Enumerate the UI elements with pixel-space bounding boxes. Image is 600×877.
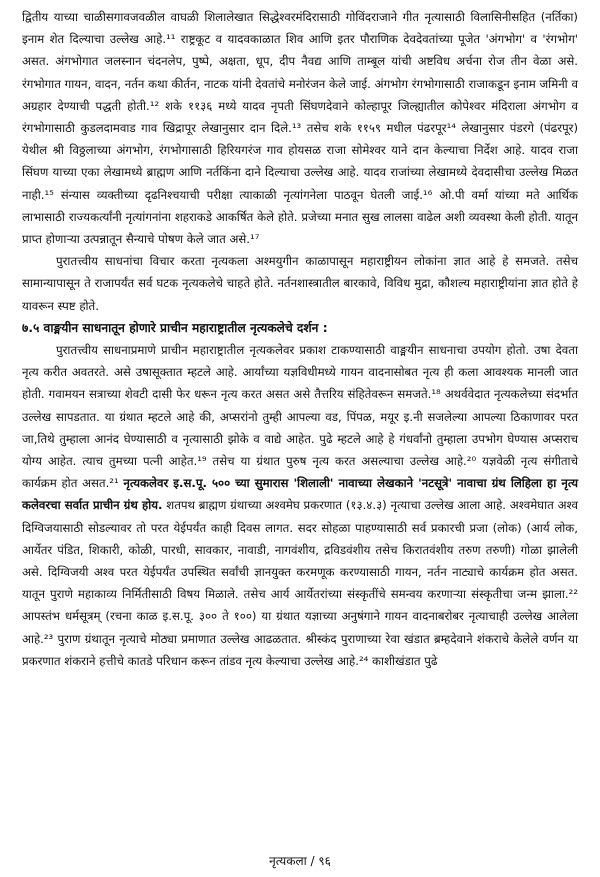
section-heading: ७.५ वाङ्मयीन साधनातून होणारे प्राचीन महाराष्ट्रातील नृत्यकलेचे दर्शन : — [22, 320, 328, 335]
paragraph-2: पुरातत्त्वीय साधनांचा विचार करता नृत्यकला अश्मयुगीन काळापासून महाराष्ट्रीयन लोकांना ज्ञात आहे हे समजते. तसेच सामान्यापासून ते राजापर्यंत सर्व घटक नृत्यकलेचे चाहते होते. नर्तनशास्त्रातील बारकावे, विविध मुद्रा, कौशल्य महाराष्ट्रीयांना ज्ञात होते हे यावरून स्पष्ट होते. — [22, 254, 578, 313]
paragraph-3-bold-text: नृत्यकलेवर इ.स.पू. ५०० च्या सुमारास 'शिलाली' नावाच्या लेखकाने 'नटसूत्रे' नावाचा ग्रंथ लिहिला हा नृत्य कलेवरचा सर्वात प्राचीन ग्रंथ होय. — [22, 476, 578, 513]
paragraph-3 — [22, 339, 578, 672]
paragraph-3-text-b: शतपथ ब्राह्मण ग्रंथाच्या अश्वमेघ प्रकरणात (१३.४.३) नृत्याचा उल्लेख आला आहे. अश्वमेघात अश्व दिग्विजयासाठी सोडल्यावर तो परत येईपर्यंत काही दिवस लागत. सदर सोहळा पाहण्यासाठी सर्व प्रकारची प्रजा (लोक) (आर्य लोक, आर्येतर पंडित, शिकारी, कोळी, पारधी, सावकार, नावाडी, नागवंशीय, द्रविडवंशीय तसेच किरातवंशीय तरुण तरुणी) गोळा झालेली असे. दिग्विजयी अश्व परत येईपर्यंत उपस्थित सर्वांची ज्ञानयुक्त करमणूक करण्यासाठी गायन, नर्तन नाट्याचे कार्यक्रम होत असत. यातून पुराणे महाकाव्य निर्मितीसाठी विषय मिळाले. तसेच आर्य आर्येतरांच्या संस्कृतींचे समन्वय करणाऱ्या संस्कृतीचा जन्म झाला.²² आपस्तंभ धर्मसूत्रम् (रचना काळ इ.स.पू. ३०० ते १००) या ग्रंथात यज्ञाच्या अनुषंगाने गायन वादनाबरोबर नृत्याचाही उल्लेख आलेला आहे.²³ पुराण ग्रंथातून नृत्याचे मोठ्या प्रमाणात उल्लेख आढळतात. श्रीस्कंद पुराणाच्या रेवा खंडात ब्रम्हदेवाने शंकराचे केलेले वर्णन या प्रकरणात शंकराने हत्तीचे कातडे परिधान करून तांडव नृत्य केल्याचा उल्लेख आहे.²⁴ काशीखंडात पुढे — [22, 498, 578, 668]
paragraph-3-text-a: पुरातत्त्वीय साधनाप्रमाणे प्राचीन महाराष्ट्रातील नृत्यकलेवर प्रकाश टाकण्यासाठी वाङ्मयीन साधनाचा उपयोग होतो. उषा देवता नृत्य करीत अवतरते. असे उषासूक्तात म्हटले आहे. आर्यांच्या यज्ञविधीमध्ये गायन वादनासोबत नृत्य ही कला आवश्यक मानली जात होती. गवामयन सत्राच्या शेवटी दासी फेर धरून नृत्य करत असत असे तैत्तरिय संहितेवरून समजते.¹⁸ अथर्ववेदात नृत्यकलेच्या संदर्भात उल्लेख सापडतात. या ग्रंथात म्हटले आहे की, अप्सरांनो तुम्ही आपल्या वड, पिंपळ, मयूर इ.नी सजलेल्या आपल्या ठिकाणावर परत जा,तिथे तुम्हाला आनंद घेण्यासाठी व नृत्यासाठी झोके व वाद्ये आहेत. पुढे म्हटले आहे हे गंधर्वांनो तुम्हाला उपभोग घेण्यास अप्सराच योग्य आहेत. त्याच तुमच्या पत्नी आहेत.¹⁹ तसेच या ग्रंथात पुरुष नृत्य करत असल्याचा उल्लेख आहे.²⁰ यज्ञवेळी नृत्य संगीताचे कार्यक्रम होत असत.²¹ — [22, 343, 578, 491]
page-footer: नृत्यकला / ९६ — [269, 854, 331, 868]
paragraph-1: द्वितीय याच्या चाळीसगावजवळील वाघळी शिलालेखात सिद्धेश्वरमंदिरासाठी गोविंदराजाने गीत नृत्यासाठी विलासिनीसहित (नर्तिका) इनाम शेत दिल्याचा उल्लेख आहे.¹¹ राष्ट्रकूट व यादवकाळात शिव आणि इतर पौराणिक देवदेवतांच्या पूजेत 'अंगभोग' व 'रंगभोग' असत. अंगभोगात जलस्नान चंदनलेप, पुष्पे, अक्षता, धूप, दीप नैवद्य आणि ताम्बूल यांची अष्टविध अर्चना रोज तीन वेळा असे. रंगभोगात गायन, वादन, नर्तन कथा कीर्तन, नाटक यांनी देवतांचे मनोरंजन केले जाई. अंगभोग रंगभोगासाठी राजाकडून इनाम जमिनी व अग्रहार देण्याची पद्धती होती.¹² शके ११३६ मध्ये यादव नृपती सिंघणदेवाने कोल्हापूर जिल्ह्यातील कोपेश्वर मंदिराला अंगभोग व रंगभोगासाठी कुडलदामवाड गाव खिद्रापूर लेखानुसार दान दिले.¹³ तसेच शके ११५९ मधील पंढरपूर¹⁴ लेखानुसार पंडरगे (पंढरपूर) येथील श्री विठ्ठलाच्या अंगभोग, रंगभोगासाठी हिरियगरंज गाव होयसळ राजा सोमेश्वर याने दान केल्याचा निर्देश आहे. यादव राजा सिंघण याच्या एका लेखामध्ये ब्राह्मण आणि नर्तकिंना दाने दिल्याचा उल्लेख आहे. यादव राजांच्या लेखामध्ये देवदासीचा उल्लेख मिळत नाही.¹⁵ संन्यास व्यक्तीच्या दृढनिश्चयाची परीक्षा त्याकाळी नृत्यांगनेला पाठवून घेतली जाई.¹⁶ ओ.पी वर्मा यांच्या मते आर्थिक लाभासाठी राज्यकर्त्यांनी नृत्यांगनांना शहराकडे आकर्षित केले होते. प्रजेच्या मनात सुख लालसा वाढेल अशी व्यवस्था केली होती. यातून प्राप्त होणाऱ्या उत्पन्नातून सैन्याचे पोषण केले जात असे.¹⁷ — [22, 10, 578, 247]
